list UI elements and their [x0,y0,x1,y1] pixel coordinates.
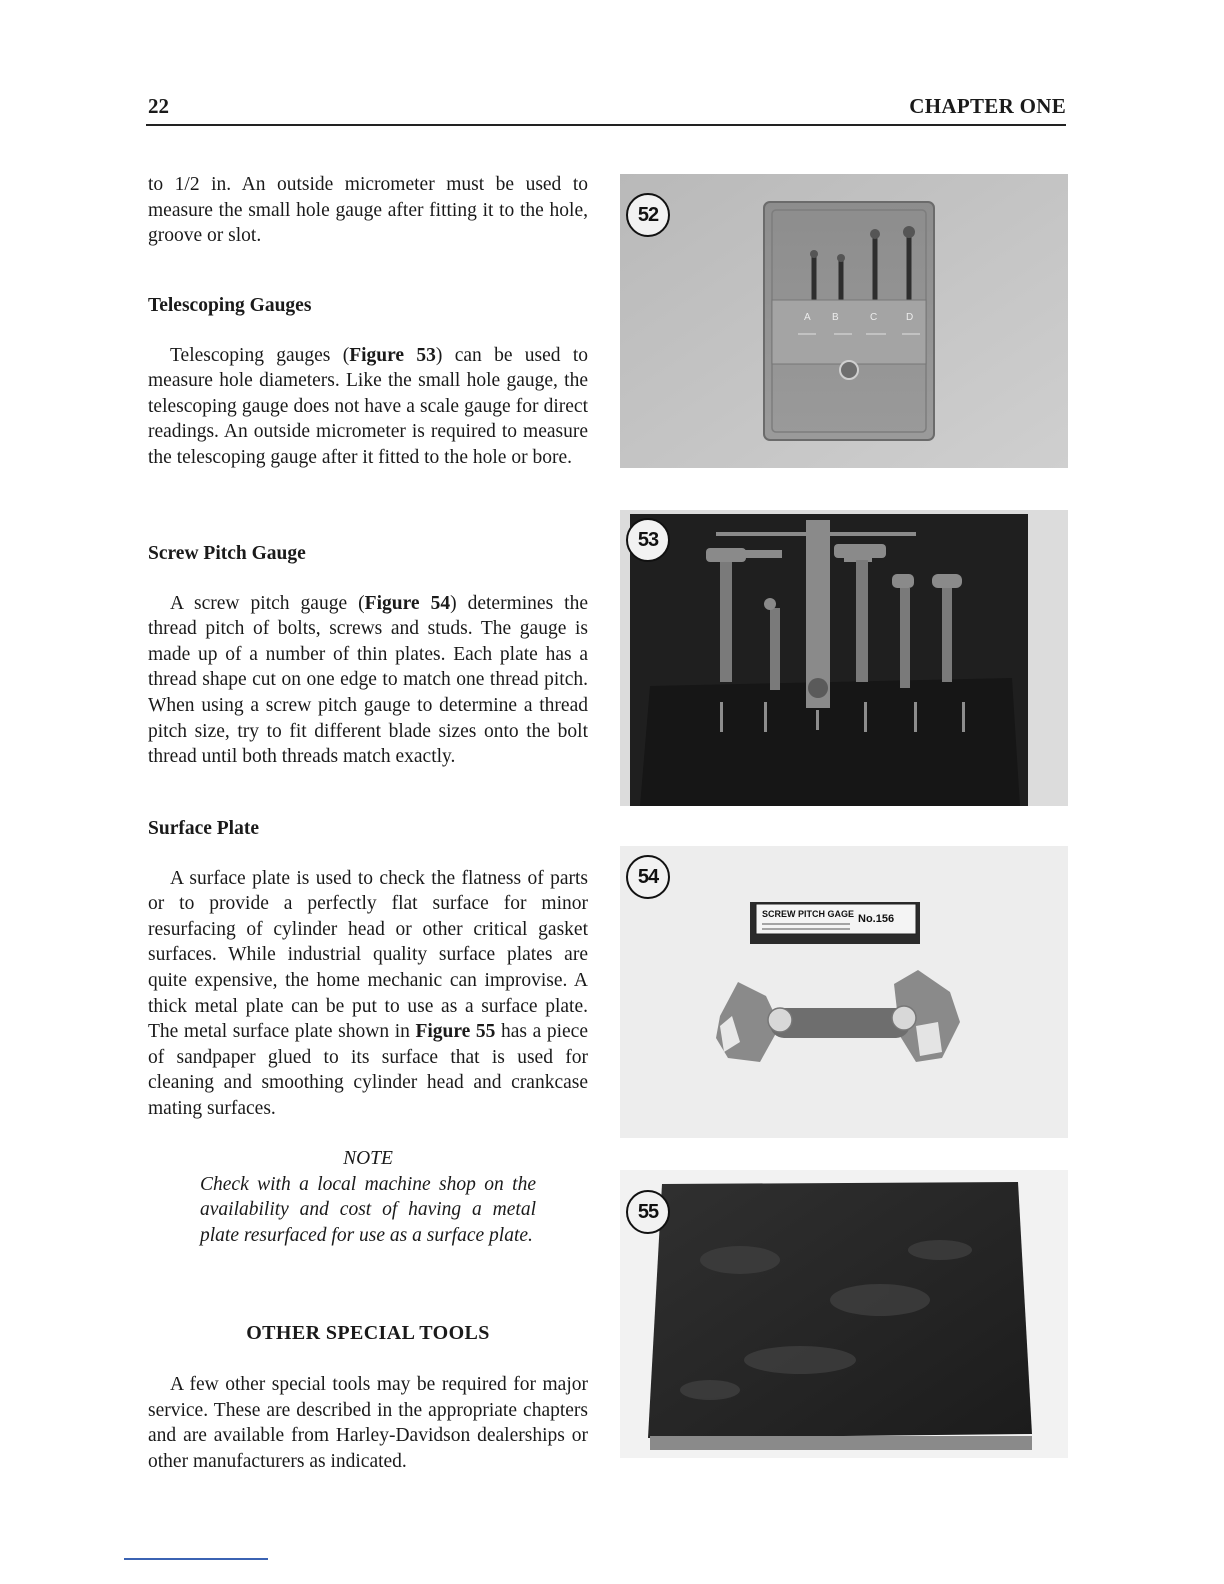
note-title: NOTE [343,1148,393,1169]
screw-pitch-paragraph: A screw pitch gauge (Figure 54) determines the thread pitch of bolts, screws and studs. The gauge is made up of a number of thin plates. Each plate has a thread shape cut on one edge to match one thread pitch. When using a screw pitch gauge to determine a thread pitch size, try to fit different blade sizes onto the bolt thread until both threads match exactly. [148,592,589,768]
other-tools-section [148,1372,588,1474]
figure-54-photo [620,846,1068,1138]
surface-plate-paragraph: A surface plate is used to check the flatness of parts or to provide a perfectly flat surface for minor resurfacing of cylinder head or other critical gasket surfaces. While industrial quality surface plates are quite expensive, the home mechanic can improvise. A thick metal plate can be put to use as a surface plate. The metal surface plate shown in Figure 55 has a piece of sandpaper glued to its surface that is used for cleaning and smoothing cylinder head and crankcase mating surfaces. [148,867,588,1119]
figure-55-badge: 55 [626,1190,670,1234]
figure-54-box-label: SCREW PITCH GAGE [762,909,855,919]
figure-54-reference: Figure 54 [364,592,451,614]
footer-rule [124,1558,268,1560]
svg-text:A: A [804,312,811,323]
figure-54-box-model: No.156 [858,913,895,925]
figure-52-photo [620,174,1068,468]
figure-53-photo [620,510,1068,806]
svg-text:C: C [870,312,878,323]
chapter-title: CHAPTER ONE [909,94,1066,118]
figure-55-reference: Figure 55 [415,1021,496,1043]
svg-text:B: B [832,312,839,323]
note-text: Check with a local machine shop on the availability and cost of having a metal plate resurfaced for use as a surface plate. [200,1173,536,1246]
telescoping-paragraph: Telescoping gauges (Figure 53) can be used to measure hole diameters. Like the small hole gauge, the telescoping gauge does not have a scale gauge for direct readings. An outside micrometer is required to measure the telescoping gauge after it fitted to the hole or bore. [148,344,588,468]
note-block [200,1146,536,1248]
surface-plate-heading: Surface Plate [148,818,260,839]
surface-plate-section [148,816,588,1122]
figure-53-reference: Figure 53 [349,344,436,366]
screw-pitch-section [148,541,588,770]
telescoping-section [148,293,588,471]
other-tools-heading: OTHER SPECIAL TOOLS [246,1322,490,1344]
header-rule [146,124,1066,126]
figure-55-photo [620,1170,1068,1458]
telescoping-heading: Telescoping Gauges [148,295,312,316]
intro-block [148,172,588,249]
figure-52-badge: 52 [626,193,670,237]
screw-pitch-heading: Screw Pitch Gauge [148,543,306,564]
figure-53-badge: 53 [626,518,670,562]
svg-text:D: D [906,312,914,323]
intro-paragraph: to 1/2 in. An outside micrometer must be used to measure the small hole gauge after fitting it to the hole, groove or slot. [148,174,588,247]
other-tools-paragraph: A few other special tools may be required for major service. These are described in the appropriate chapters and are available from Harley-Davidson dealerships or other manufacturers as indicated. [148,1374,588,1472]
page-number: 22 [148,94,169,118]
figure-54-badge: 54 [626,855,670,899]
